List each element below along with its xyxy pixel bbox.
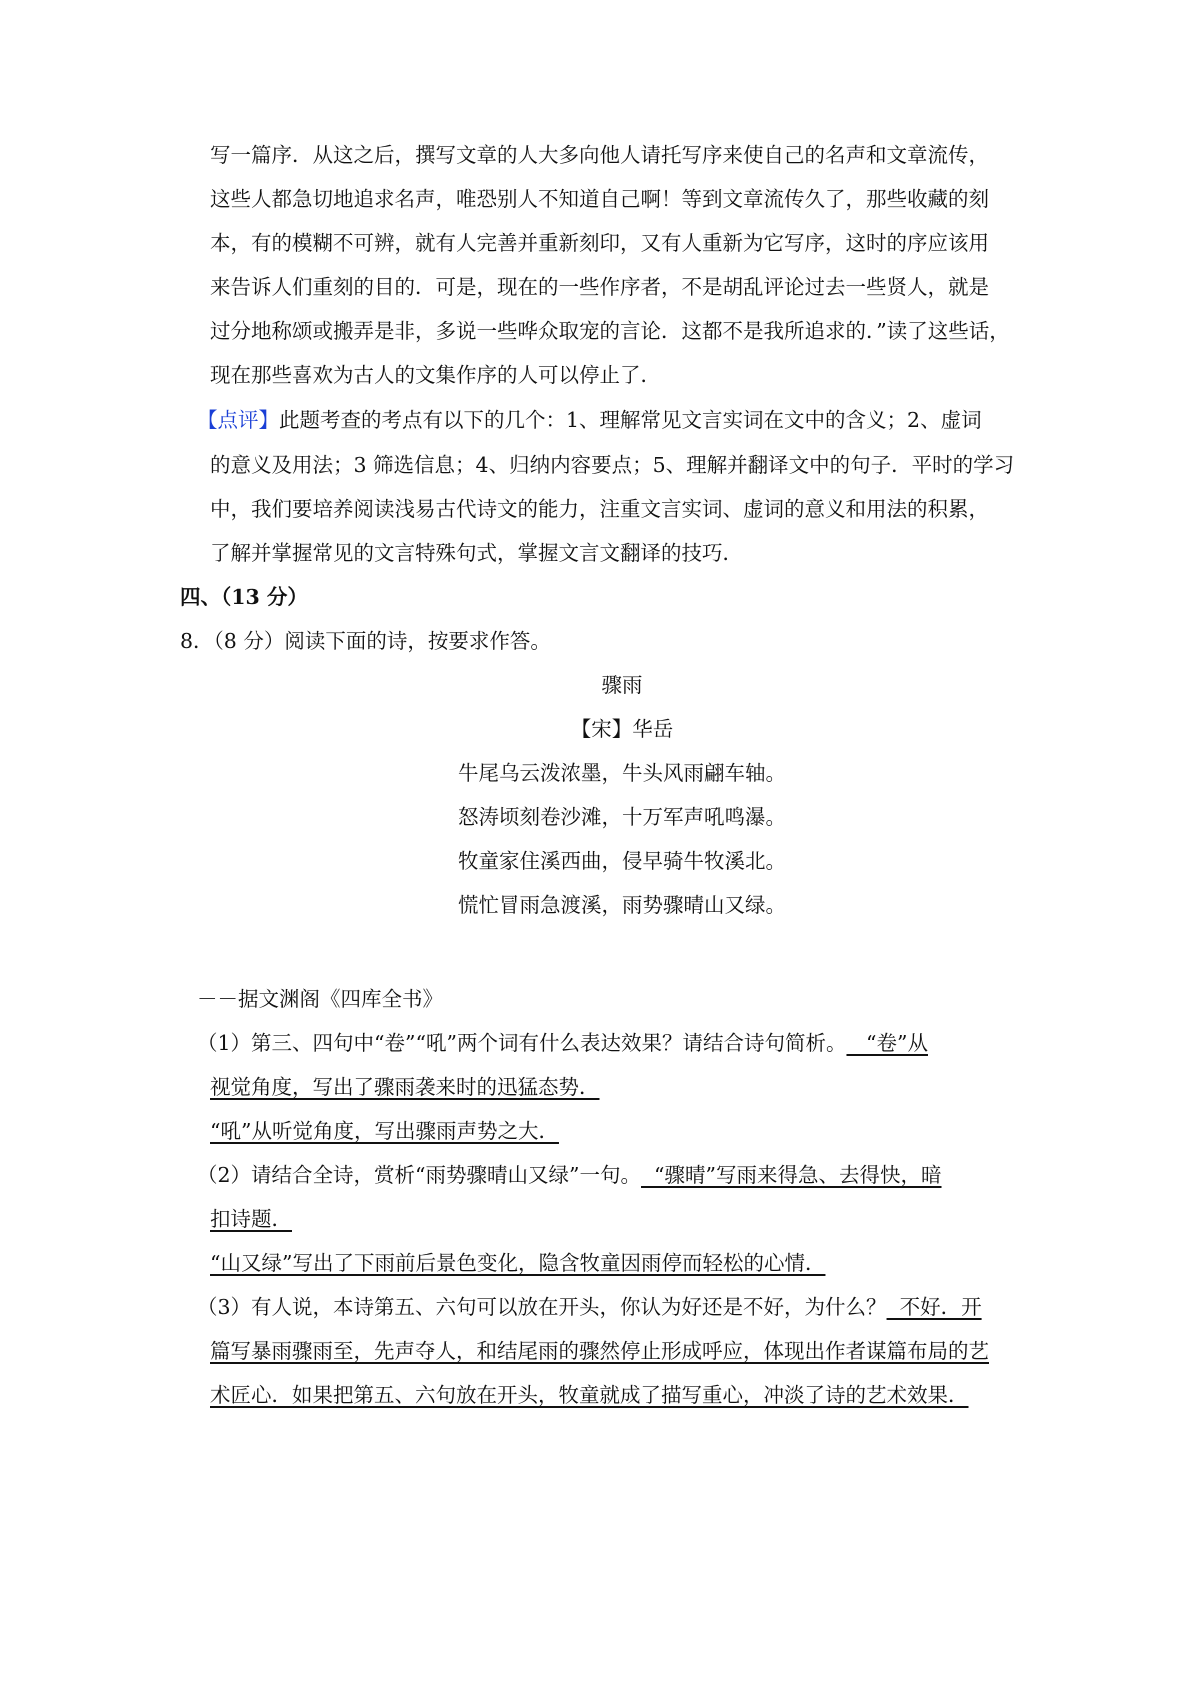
q1-answer-line: 视觉角度，写出了骤雨袭来时的迅猛态势． <box>210 1075 600 1099</box>
poem-line: 慌忙冒雨急渡溪，雨势骤晴山又绿。 <box>458 893 786 917</box>
poem-line: 牛尾乌云泼浓墨，牛头风雨翩车轴。 <box>458 761 786 785</box>
poem-author: 【宋】华岳 <box>570 717 674 741</box>
question-8: 8．（8 分）阅读下面的诗，按要求作答。 <box>180 629 551 653</box>
q2-answer-line: 扣诗题． <box>210 1207 292 1231</box>
q2-answer-start: “骤晴”写雨来得急、去得快，暗 <box>641 1163 942 1187</box>
q2-answer-line: “山又绿”写出了下雨前后景色变化，隐含牧童因雨停而轻松的心情． <box>210 1251 826 1275</box>
q1-answer-line: “吼”从听觉角度，写出骤雨声势之大． <box>210 1119 559 1143</box>
comment-first-line <box>197 405 982 435</box>
q1-line <box>197 1028 928 1058</box>
q1-prompt: （1）第三、四句中“卷”“吼”两个词有什么表达效果？请结合诗句简析。 <box>197 1031 847 1055</box>
q3-answer-start: 不好．开 <box>886 1295 982 1319</box>
comment-line: 的意义及用法；3 筛选信息；4、归纳内容要点；5、理解并翻译文中的句子．平时的学习 <box>210 453 1015 477</box>
q3-answer-line: 篇写暴雨骤雨至，先声夺人，和结尾雨的骤然停止形成呼应，体现出作者谋篇布局的艺 <box>210 1339 989 1363</box>
q3-prompt: （3）有人说，本诗第五、六句可以放在开头，你认为好还是不好，为什么？ <box>197 1295 887 1319</box>
poem-title: 骤雨 <box>601 673 643 697</box>
q3-line <box>197 1292 982 1322</box>
poem-source: －－据文渊阁《四库全书》 <box>197 987 443 1011</box>
comment-line: 中，我们要培养阅读浅易古代诗文的能力，注重文言实词、虚词的意义和用法的积累， <box>210 497 989 521</box>
comment-text: 此题考查的考点有以下的几个：1、理解常见文言实词在文中的含义；2、虚词 <box>279 408 982 432</box>
section-title: 四、（13 分） <box>180 585 308 609</box>
q1-answer-start: “卷”从 <box>846 1031 928 1055</box>
comment-line: 了解并掌握常见的文言特殊句式，掌握文言文翻译的技巧． <box>210 541 743 565</box>
comment-label: 【点评】 <box>197 408 279 432</box>
poem-line: 牧童家住溪西曲，侵早骑牛牧溪北。 <box>458 849 786 873</box>
translation-line: 过分地称颂或搬弄是非，多说一些哗众取宠的言论．这都不是我所追求的．”读了这些话， <box>210 319 1010 343</box>
translation-line: 写一篇序．从这之后，撰写文章的人大多向他人请托写序来使自己的名声和文章流传， <box>210 143 989 167</box>
q2-prompt: （2）请结合全诗，赏析“雨势骤晴山又绿”一句。 <box>197 1163 642 1187</box>
translation-line: 现在那些喜欢为古人的文集作序的人可以停止了． <box>210 363 661 387</box>
poem-line: 怒涛顷刻卷沙滩，十万军声吼鸣瀑。 <box>458 805 786 829</box>
translation-line: 本，有的模糊不可辨，就有人完善并重新刻印，又有人重新为它写序，这时的序应该用 <box>210 231 989 255</box>
translation-line: 来告诉人们重刻的目的．可是，现在的一些作序者，不是胡乱评论过去一些贤人，就是 <box>210 275 989 299</box>
q2-line <box>197 1160 942 1190</box>
translation-line: 这些人都急切地追求名声，唯恐别人不知道自己啊！等到文章流传久了，那些收藏的刻 <box>210 187 989 211</box>
q3-answer-line: 术匠心．如果把第五、六句放在开头，牧童就成了描写重心，冲淡了诗的艺术效果． <box>210 1383 969 1407</box>
